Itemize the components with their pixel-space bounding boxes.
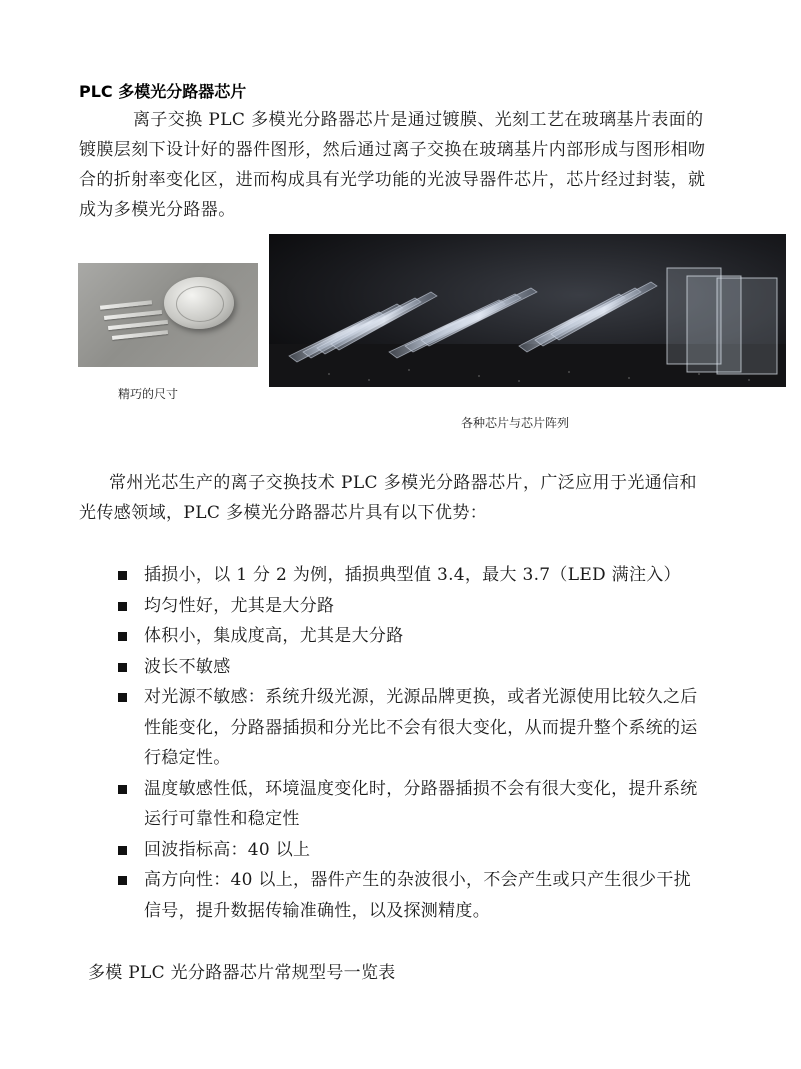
list-item: 温度敏感性低，环境温度变化时，分路器插损不会有很大变化，提升系统运行可靠性和稳定性 <box>118 774 708 835</box>
figure-chip-size-photo <box>78 263 258 367</box>
list-item: 波长不敏感 <box>118 652 708 683</box>
square-bullet-icon <box>118 571 127 580</box>
table-heading: 多模 PLC 光分路器芯片常规型号一览表 <box>88 963 396 983</box>
list-item: 对光源不敏感：系统升级光源，光源品牌更换，或者光源使用比较久之后性能变化，分路器插损和分光比不会有很大变化，从而提升整个系统的运行稳定性。 <box>118 682 708 774</box>
list-item: 回波指标高：40 以上 <box>118 835 708 866</box>
figure-caption-array: 各种芯片与芯片阵列 <box>461 416 570 430</box>
list-item: 高方向性：40 以上，器件产生的杂波很小，不会产生或只产生很少干扰信号，提升数据传输准确性，以及探测精度。 <box>118 865 708 926</box>
figure-chip-array-photo <box>269 234 786 387</box>
chip-array-illustration <box>269 234 786 387</box>
figure-caption-size: 精巧的尺寸 <box>118 387 179 401</box>
square-bullet-icon <box>118 693 127 702</box>
square-bullet-icon <box>118 846 127 855</box>
list-item: 均匀性好，尤其是大分路 <box>118 591 708 622</box>
document-title: PLC 多模光分路器芯片 <box>79 82 247 101</box>
list-item: 体积小，集成度高，尤其是大分路 <box>118 621 708 652</box>
square-bullet-icon <box>118 632 127 641</box>
square-bullet-icon <box>118 663 127 672</box>
intro-paragraph: 离子交换 PLC 多模光分路器芯片是通过镀膜、光刻工艺在玻璃基片表面的镀膜层刻下设计好的器件图形，然后通过离子交换在玻璃基片内部形成与图形相吻合的折射率变化区，进而构成具有光学功能的光波导器件芯片，芯片经过封装，就成为多模光分路器。 <box>79 110 706 220</box>
list-item: 插损小，以 1 分 2 为例，插损典型值 3.4，最大 3.7（LED 满注入） <box>118 560 708 591</box>
advantages-list <box>118 560 708 926</box>
coin-image <box>164 277 234 329</box>
square-bullet-icon <box>118 602 127 611</box>
square-bullet-icon <box>118 876 127 885</box>
square-bullet-icon <box>118 785 127 794</box>
advantages-intro-paragraph: 常州光芯生产的离子交换技术 PLC 多模光分路器芯片，广泛应用于光通信和光传感领域，PLC 多模光分路器芯片具有以下优势： <box>79 473 697 523</box>
